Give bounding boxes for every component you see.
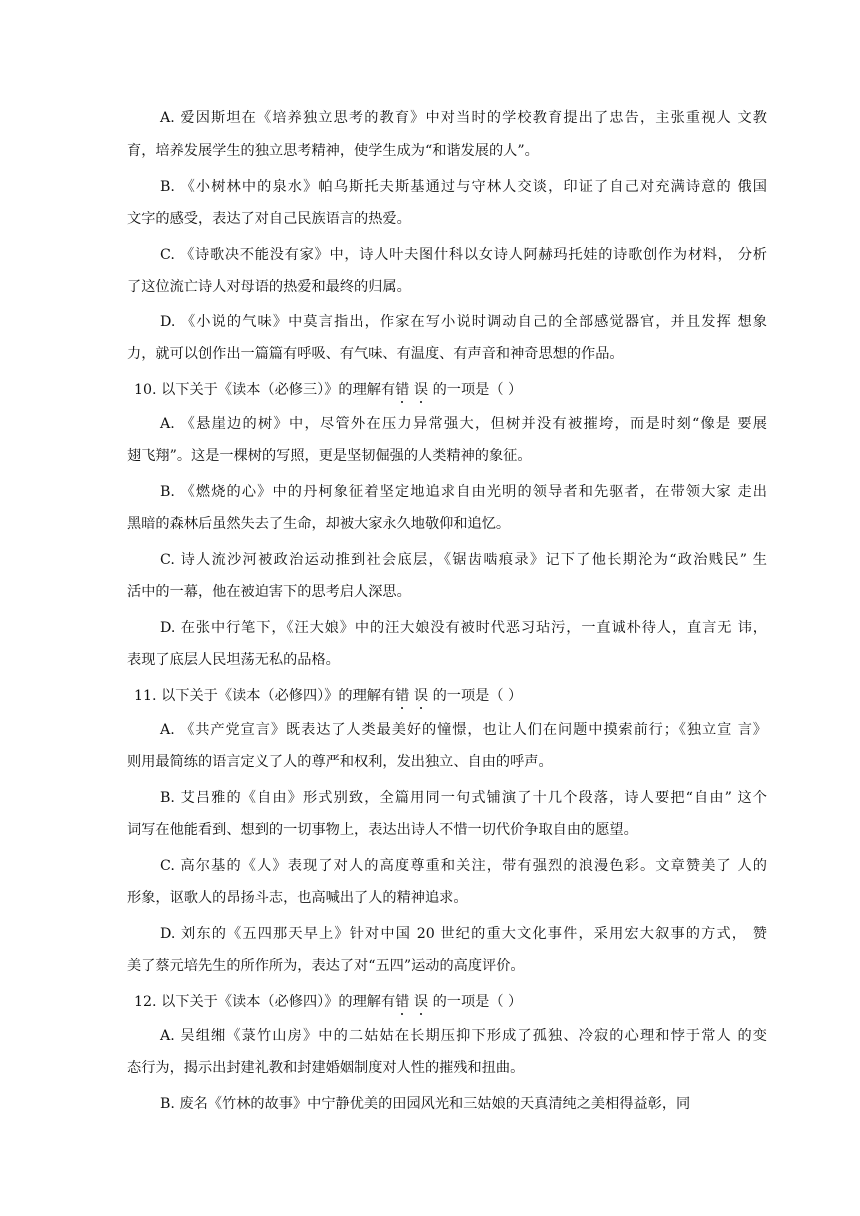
q9-option-c-line2: 了这位流亡诗人对母语的热爱和最终的归属。 — [127, 279, 411, 295]
q12-emphasis-char-2: 误 — [413, 994, 429, 1010]
q12-stem-text: 12. 以下关于《读本（必修四）》的理解有 — [134, 994, 396, 1010]
q10-option-d-line1: D. 在张中行笔下，《汪大娘》中的汪大娘没有被时代恶习玷污，一直诚朴待人，直言无 讳， — [160, 620, 767, 636]
q11-emphasis-char: 错 — [395, 688, 410, 704]
q9-option-b-line2: 文字的感受，表达了对自己民族语言的热爱。 — [127, 211, 411, 227]
q10-option-c-line1: C. 诗人流沙河被政治运动推到社会底层，《锯齿啮痕录》记下了他长期沦为“政治贱民” 生 — [160, 552, 767, 568]
q10-option-a-line2: 翅飞翔”。这是一棵树的写照，更是坚韧倔强的人类精神的象征。 — [127, 448, 532, 464]
q11-stem-text: 11. 以下关于《读本（必修四）》的理解有 — [134, 688, 396, 704]
q12-stem — [134, 992, 522, 1012]
q10-option-c-line2: 活中的一幕，他在被迫害下的思考启人深思。 — [127, 584, 411, 600]
q11-stem — [134, 686, 522, 706]
q11-option-d-line2: 美了蔡元培先生的所作所为，表达了对“五四”运动的高度评价。 — [127, 958, 525, 974]
q11-emphasis-char-2: 误 — [413, 688, 429, 704]
q11-option-d-line1: D. 刘东的《五四那天早上》针对中国 20 世纪的重大文化事件，采用宏大叙事的方式， 赞 — [160, 926, 767, 942]
q12-emphasis-char: 错 — [395, 994, 410, 1010]
q10-emphasis-char-2: 误 — [413, 382, 429, 398]
q9-option-d-line1: D. 《小说的气味》中莫言指出，作家在写小说时调动自己的全部感觉器官，并且发挥 想象 — [160, 314, 767, 330]
q10-stem-end: 的一项是（ ） — [432, 382, 523, 398]
q11-option-b-line2: 词写在他能看到、想到的一切事物上，表达出诗人不惜一切代价争取自由的愿望。 — [127, 822, 638, 838]
q9-option-a-line2: 育，培养发展学生的独立思考精神，使学生成为“和谐发展的人”。 — [127, 143, 539, 159]
q10-option-b-line1: B. 《燃烧的心》中的丹柯象征着坚定地追求自由光明的领导者和先驱者，在带领大家 走出 — [160, 484, 767, 500]
q10-option-a-line1: A. 《悬崖边的树》中，尽管外在压力异常强大，但树并没有被摧垮，而是时刻“像是 要展 — [160, 416, 767, 432]
q12-option-b-line1: B. 废名《竹林的故事》中宁静优美的田园风光和三姑娘的天真清纯之美相得益彰，同 — [160, 1096, 691, 1112]
q11-option-c-line2: 形象，讴歌人的昂扬斗志，也高喊出了人的精神追求。 — [127, 890, 468, 906]
q12-option-a-line1: A. 吴组缃《菉竹山房》中的二姑姑在长期压抑下形成了孤独、冷寂的心理和悖于常人 的变 — [160, 1028, 767, 1044]
q11-stem-end: 的一项是（ ） — [432, 688, 523, 704]
q9-option-c-line1: C. 《诗歌决不能没有家》中，诗人叶夫图什科以女诗人阿赫玛托娃的诗歌创作为材料， 分析 — [160, 247, 767, 263]
q10-stem-text: 10. 以下关于《读本（必修三）》的理解有 — [134, 382, 396, 398]
q10-option-d-line2: 表现了底层人民坦荡无私的品格。 — [127, 652, 340, 668]
q9-option-b-line1: B. 《小树林中的泉水》帕乌斯托夫斯基通过与守林人交谈，印证了自己对充满诗意的 俄国 — [160, 179, 767, 195]
q11-option-a-line1: A. 《共产党宣言》既表达了人类最美好的憧憬，也让人们在问题中摸索前行；《独立宣 言》 — [160, 722, 767, 738]
q10-stem — [134, 380, 522, 400]
q12-option-a-line2: 态行为，揭示出封建礼教和封建婚姻制度对人性的摧残和扭曲。 — [127, 1060, 525, 1076]
q10-emphasis-char: 错 — [395, 382, 410, 398]
q11-option-a-line2: 则用最简练的语言定义了人的尊严和权利，发出独立、自由的呼声。 — [127, 754, 553, 770]
q9-option-a-line1: A. 爱因斯坦在《培养独立思考的教育》中对当时的学校教育提出了忠告，主张重视人 文教 — [160, 110, 767, 126]
q12-stem-end: 的一项是（ ） — [432, 994, 523, 1010]
q11-option-b-line1: B. 艾吕雅的《自由》形式别致，全篇用同一句式铺演了十几个段落，诗人要把“自由” 这个 — [160, 790, 767, 806]
q9-option-d-line2: 力，就可以创作出一篇篇有呼吸、有气味、有温度、有声音和神奇思想的作品。 — [127, 346, 624, 362]
q11-option-c-line1: C. 高尔基的《人》表现了对人的高度尊重和关注，带有强烈的浪漫色彩。文章赞美了 人的 — [160, 858, 767, 874]
q10-option-b-line2: 黑暗的森林后虽然失去了生命，却被大家永久地敬仰和追忆。 — [127, 516, 511, 532]
